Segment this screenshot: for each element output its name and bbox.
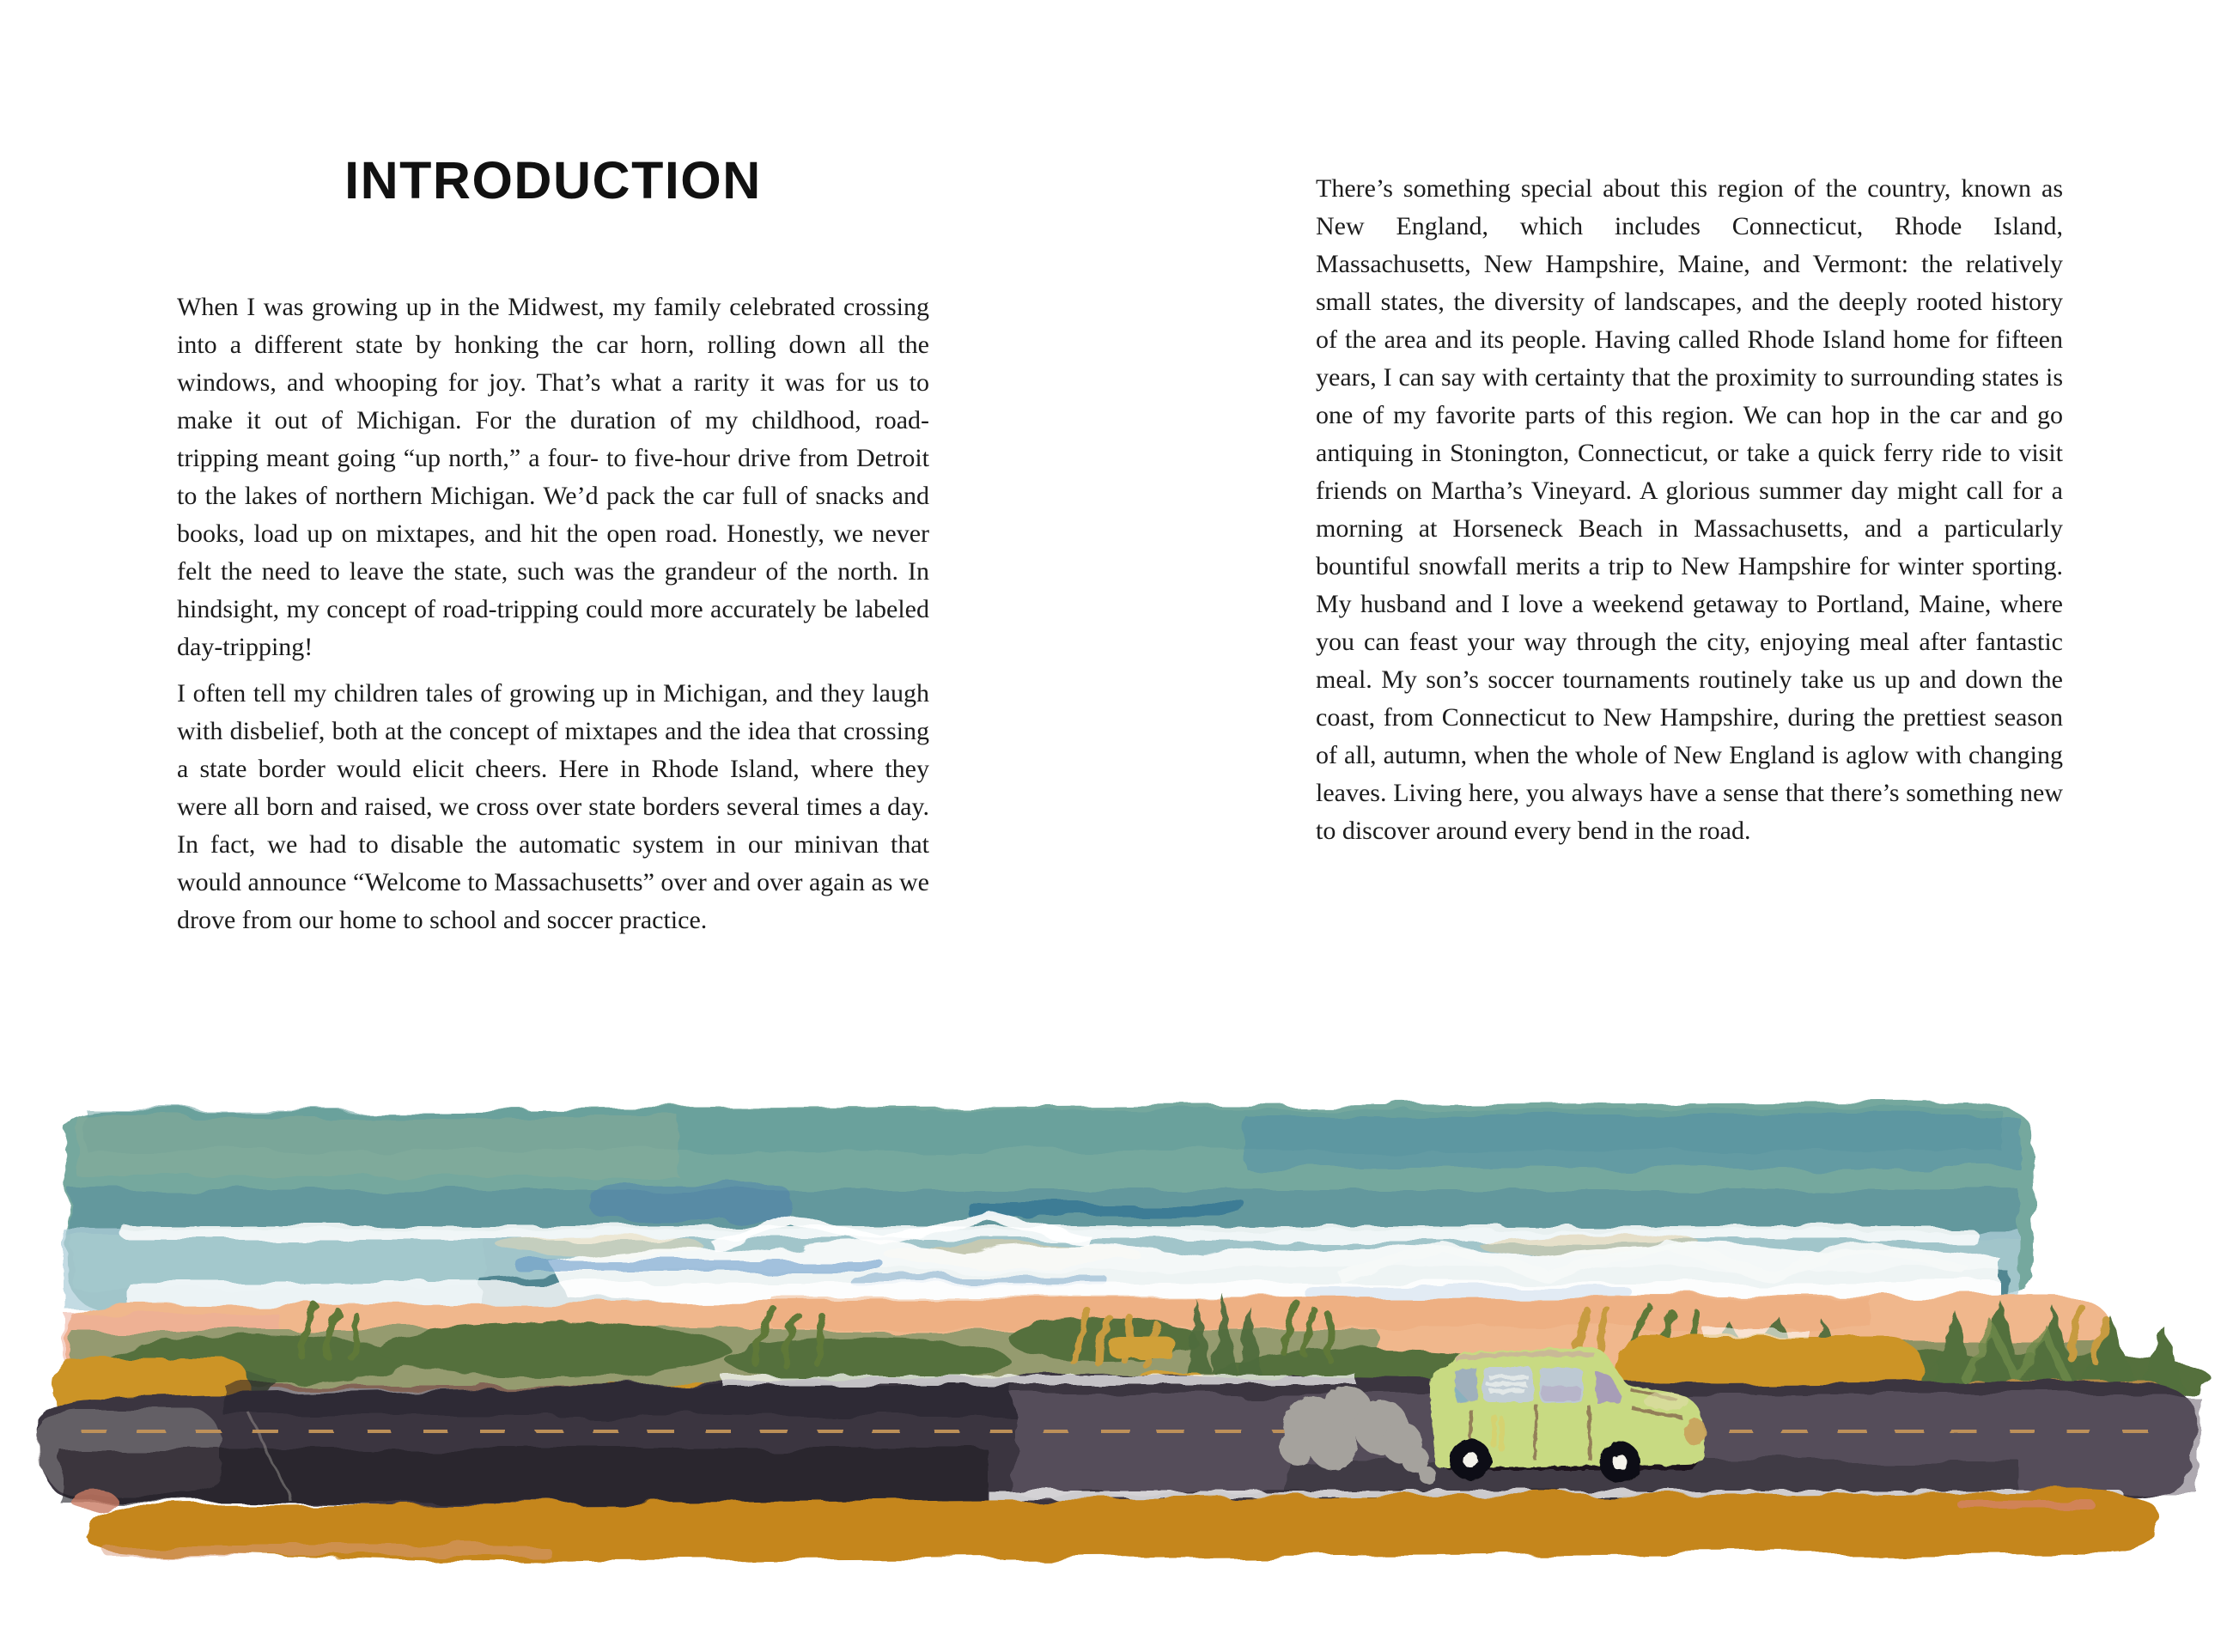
chapter-title: INTRODUCTION	[344, 151, 762, 210]
car-fender-tint	[1644, 1393, 1688, 1410]
paragraph: There’s something special about this region of the country, known as New England, which includes Connecticut, Rhode Island, Massachusetts, New Hampshire, Maine, and Vermont: the relatively small states, the diversity of landscapes, and the deeply rooted history of the area and its people. Having called Rhode Island home for fifteen years, I can say with certainty that the proximity to surrounding states is one of my favorite parts of this region. We can hop in the car and go antiquing in Stonington, Connecticut, or take a quick ferry ride to visit friends on Martha’s Vineyard. A glorious summer day might call for a morning at Horseneck Beach in Massachusetts, and a particularly bountiful snowfall merits a trip to New Hampshire for winter sporting. My husband and I love a weekend getaway to Portland, Maine, where you can feast your way through the city, enjoying meal after fantastic meal. My son’s soccer tournaments routinely take us up and down the coast, from Connecticut to New Hampshire, during the prettiest season of all, autumn, when the whole of New England is aglow with changing leaves. Living here, you always have a sense that there’s something new to discover around every bend in the road.	[1316, 174, 2063, 845]
right-text-column	[1316, 170, 2063, 859]
chapter-title-block	[177, 151, 929, 210]
watercolor-road-illustration-svg	[0, 1072, 2233, 1621]
paragraph: I often tell my children tales of growing up in Michigan, and they laugh with disbelief, both at the concept of mixtapes and the idea that crossing a state border would elicit cheers. Here in Rhode Island, where they were all born and raised, we cross over state borders several times a day. In fact, we had to disable the automatic system in our minivan that would announce “Welcome to Massachusetts” over and over again as we drove from our home to school and soccer practice.	[177, 679, 929, 934]
paragraph: When I was growing up in the Midwest, my family celebrated crossing into a different state by honking the car horn, rolling down all the windows, and whooping for joy. That’s what a rarity it was for us to make it out of Michigan. For the duration of my childhood, road-tripping meant going “up north,” a four- to five-hour drive from Detroit to the lakes of northern Michigan. We’d pack the car full of snacks and books, load up on mixtapes, and hit the open road. Honestly, we never felt the need to leave the state, such was the grandeur of the north. In hindsight, my concept of road-tripping could more accurately be labeled day-tripping!	[177, 293, 929, 661]
road	[41, 1374, 2199, 1508]
watercolor-road-illustration	[0, 1072, 2233, 1621]
left-text-column	[177, 288, 929, 948]
car-bumper	[1684, 1418, 1707, 1446]
